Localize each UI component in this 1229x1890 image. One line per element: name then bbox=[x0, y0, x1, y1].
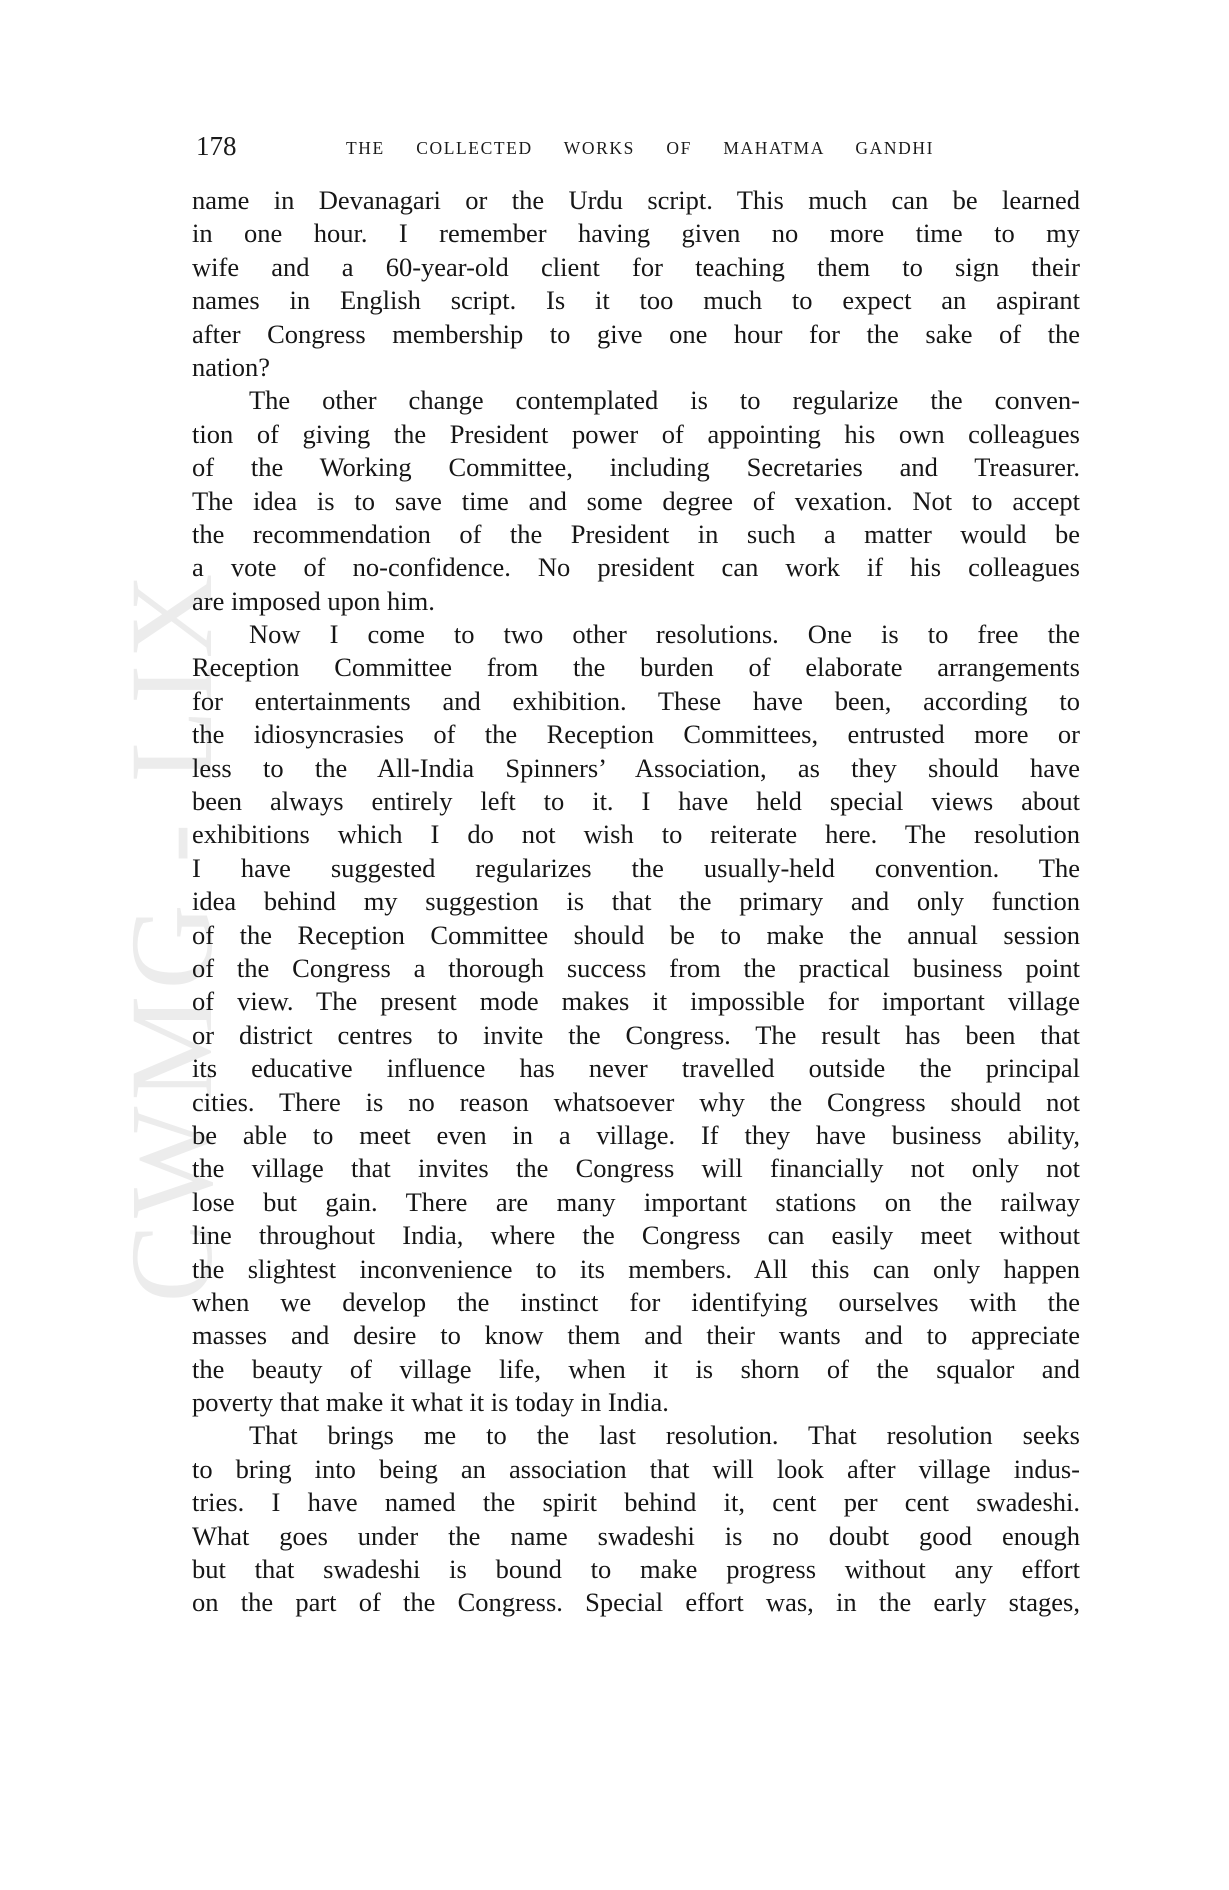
paragraph bbox=[192, 1419, 1080, 1619]
text-line: when we develop the instinct for identifying ourselves with the bbox=[192, 1286, 1080, 1317]
watermark: CWMG - LIX bbox=[106, 567, 237, 1303]
text-line: That brings me to the last resolution. That resolution seeks bbox=[249, 1420, 1080, 1451]
text-line: the beauty of village life, when it is shorn of the squalor and bbox=[192, 1353, 1080, 1384]
text-line: wife and a 60-year-old client for teaching them to sign their bbox=[192, 251, 1080, 282]
text-line: idea behind my suggestion is that the primary and only function bbox=[192, 886, 1080, 917]
text-line: cities. There is no reason whatsoever why the Congress should not bbox=[192, 1086, 1080, 1117]
text-line: What goes under the name swadeshi is no doubt good enough bbox=[192, 1520, 1080, 1551]
text-line: exhibitions which I do not wish to reiterate here. The resolution bbox=[192, 819, 1080, 850]
page-number: 178 bbox=[196, 131, 237, 161]
text-line: of the Reception Committee should be to make the annual session bbox=[192, 919, 1080, 950]
paragraph bbox=[192, 618, 1080, 1419]
text-line: a vote of no-confidence. No president can work if his colleagues bbox=[192, 552, 1080, 583]
text-line: in one hour. I remember having given no more time to my bbox=[192, 218, 1080, 249]
text-line: been always entirely left to it. I have held special views about bbox=[192, 786, 1080, 817]
text-line: of the Congress a thorough success from the practical business point bbox=[192, 952, 1080, 983]
text-line: tion of giving the President power of appointing his own colleagues bbox=[192, 418, 1080, 449]
text-line: less to the All-India Spinners’ Association, as they should have bbox=[192, 752, 1080, 783]
text-line: The idea is to save time and some degree of vexation. Not to accept bbox=[192, 485, 1080, 516]
text-line: be able to meet even in a village. If they have business ability, bbox=[192, 1119, 1080, 1150]
paragraph bbox=[192, 384, 1080, 618]
text-line: names in English script. Is it too much to expect an aspirant bbox=[192, 285, 1080, 316]
running-title: THE COLLECTED WORKS OF MAHATMA GANDHI bbox=[346, 138, 934, 158]
text-line: are imposed upon him. bbox=[192, 585, 435, 616]
text-line: of view. The present mode makes it impossible for important village bbox=[192, 986, 1080, 1017]
text-line: for entertainments and exhibition. These have been, according to bbox=[192, 685, 1080, 716]
text-line: line throughout India, where the Congress can easily meet without bbox=[192, 1220, 1080, 1251]
text-line: on the part of the Congress. Special effort was, in the early stages, bbox=[192, 1587, 1080, 1618]
text-line: but that swadeshi is bound to make progress without any effort bbox=[192, 1554, 1080, 1585]
text-line: tries. I have named the spirit behind it, cent per cent swadeshi. bbox=[192, 1487, 1080, 1518]
text-line: the recommendation of the President in such a matter would be bbox=[192, 518, 1080, 549]
text-line: the village that invites the Congress will financially not only not bbox=[192, 1153, 1080, 1184]
text-line: poverty that make it what it is today in India. bbox=[192, 1387, 669, 1418]
text-line: The other change contemplated is to regularize the conven- bbox=[249, 385, 1080, 416]
text-line: of the Working Committee, including Secretaries and Treasurer. bbox=[192, 452, 1080, 483]
body-text bbox=[192, 184, 1080, 1620]
text-line: or district centres to invite the Congress. The result has been that bbox=[192, 1019, 1080, 1050]
text-line: Reception Committee from the burden of elaborate arrangements bbox=[192, 652, 1080, 683]
text-line: the slightest inconvenience to its members. All this can only happen bbox=[192, 1253, 1080, 1284]
text-line: nation? bbox=[192, 351, 270, 382]
text-line: name in Devanagari or the Urdu script. This much can be learned bbox=[192, 185, 1080, 215]
text-line: I have suggested regularizes the usually-held convention. The bbox=[192, 852, 1080, 883]
text-line: after Congress membership to give one hour for the sake of the bbox=[192, 318, 1080, 349]
text-line: the idiosyncrasies of the Reception Committees, entrusted more or bbox=[192, 719, 1080, 750]
text-line: its educative influence has never travelled outside the principal bbox=[192, 1053, 1080, 1084]
text-line: masses and desire to know them and their wants and to appreciate bbox=[192, 1320, 1080, 1351]
paragraph bbox=[192, 184, 1080, 384]
text-line: lose but gain. There are many important stations on the railway bbox=[192, 1186, 1080, 1217]
text-line: to bring into being an association that will look after village indus- bbox=[192, 1453, 1080, 1484]
text-line: Now I come to two other resolutions. One is to free the bbox=[249, 619, 1080, 650]
